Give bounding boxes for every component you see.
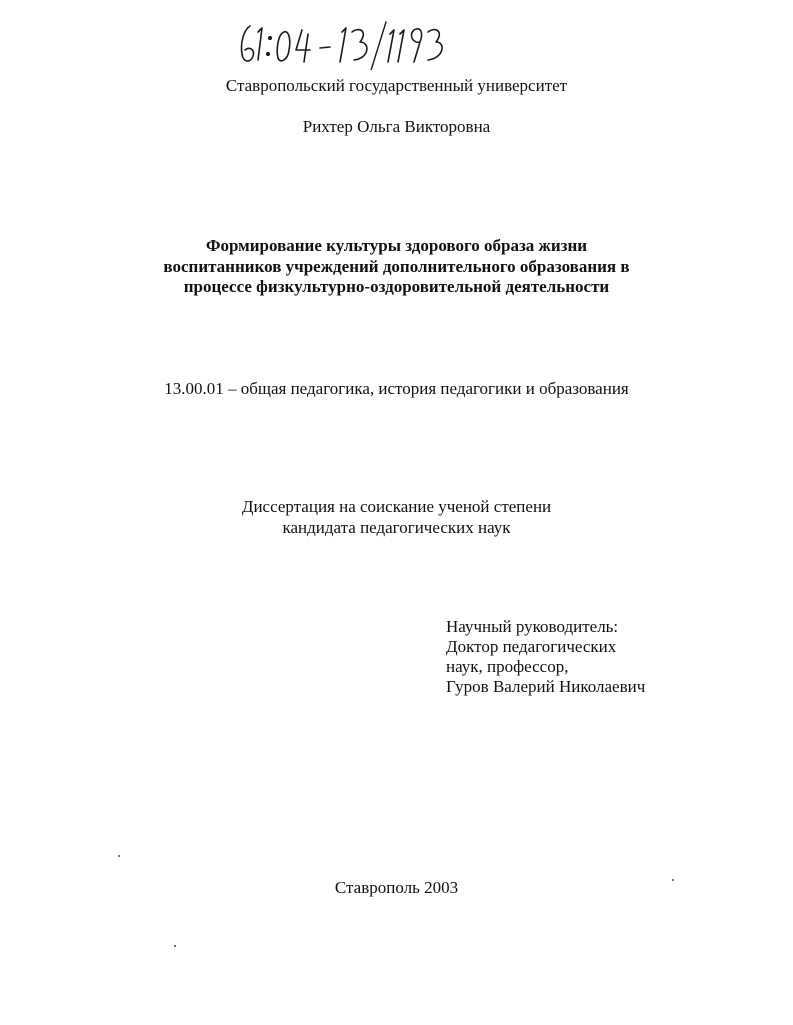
scan-speck [118,855,120,857]
scientific-supervisor [446,617,746,697]
specialty-code: 13.00.01 – общая педагогика, история педагогики и образования [164,379,629,398]
university-name: Ставропольский государственный университет [225,76,568,95]
degree-statement [0,496,793,538]
degree-line: кандидата педагогических наук [282,518,511,537]
city-and-year: Ставрополь 2003 [334,878,459,897]
supervisor-line: Доктор педагогических [446,637,617,656]
title-line: воспитанников учреждений дополнительного образования в [163,256,630,276]
author-name: Рихтер Ольга Викторовна [302,117,491,136]
degree-line: Диссертация на соискание ученой степени [241,497,552,516]
title-line: процессе физкультурно-оздоровительной деятельности [183,277,610,296]
supervisor-line: Гуров Валерий Николаевич [446,677,646,696]
handwritten-archive-number-drawing [236,20,446,70]
handwritten-archive-number [236,20,446,70]
scan-speck [672,879,674,881]
title-line: Формирование культуры здорового образа жизни [205,236,588,255]
supervisor-line: наук, профессор, [446,657,569,676]
scan-speck [174,945,176,947]
dissertation-title [0,236,793,298]
supervisor-line: Научный руководитель: [446,617,619,636]
